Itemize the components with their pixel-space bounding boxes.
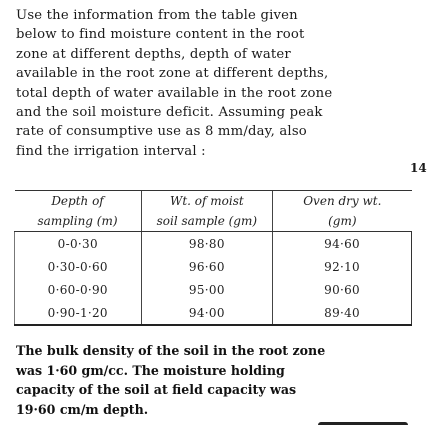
cell-depth: 0-0·30 — [15, 232, 142, 256]
cell-dry: 94·60 — [273, 232, 412, 256]
cell-depth: 0·30-0·60 — [15, 255, 142, 278]
problem-line: find the irrigation interval : — [16, 143, 206, 159]
given-data-paragraph — [16, 341, 412, 419]
problem-line: available in the root zone at different depths, — [16, 66, 329, 82]
cell-moist: 96·60 — [141, 255, 273, 278]
table-header-row — [15, 191, 412, 212]
problem-statement — [16, 6, 408, 161]
given-line: capacity of the soil at field capacity was — [16, 382, 297, 398]
table-row — [15, 278, 412, 301]
header-moist-unit: soil sample (gm) — [141, 211, 273, 232]
problem-line: total depth of water available in the root zone — [16, 85, 333, 101]
problem-number: 14 — [410, 161, 427, 175]
cell-depth: 0·60-0·90 — [15, 278, 142, 301]
given-line: was 1·60 gm/cc. The moisture holding — [16, 362, 285, 378]
problem-line: rate of consumptive use as 8 mm/day, also — [16, 124, 307, 140]
problem-line: below to find moisture content in the root — [16, 27, 305, 43]
header-dry-weight: Oven dry wt. — [273, 191, 412, 212]
given-line: The bulk density of the soil in the root zone — [16, 343, 326, 358]
header-depth: Depth of — [15, 191, 142, 212]
moisture-table — [14, 190, 412, 326]
cell-dry: 89·40 — [273, 301, 412, 325]
cell-dry: 92·10 — [273, 255, 412, 278]
given-line: 19·60 cm/m depth. — [16, 401, 149, 417]
cut-off-text-fragment — [318, 422, 408, 431]
cell-moist: 94·00 — [141, 301, 273, 325]
problem-line: zone at different depths, depth of water — [16, 46, 291, 62]
table-row — [15, 232, 412, 256]
header-depth-unit: sampling (m) — [15, 211, 142, 232]
header-moist-weight: Wt. of moist — [141, 191, 273, 212]
cell-moist: 95·00 — [141, 278, 273, 301]
data-table-wrapper — [14, 190, 412, 326]
header-dry-unit: (gm) — [273, 211, 412, 232]
cell-dry: 90·60 — [273, 278, 412, 301]
problem-line: Use the information from the table given — [16, 8, 298, 23]
table-header-row — [15, 211, 412, 232]
cell-moist: 98·80 — [141, 232, 273, 256]
table-row — [15, 255, 412, 278]
cell-depth: 0·90-1·20 — [15, 301, 142, 325]
table-row — [15, 301, 412, 325]
problem-line: and the soil moisture deficit. Assuming peak — [16, 105, 323, 121]
